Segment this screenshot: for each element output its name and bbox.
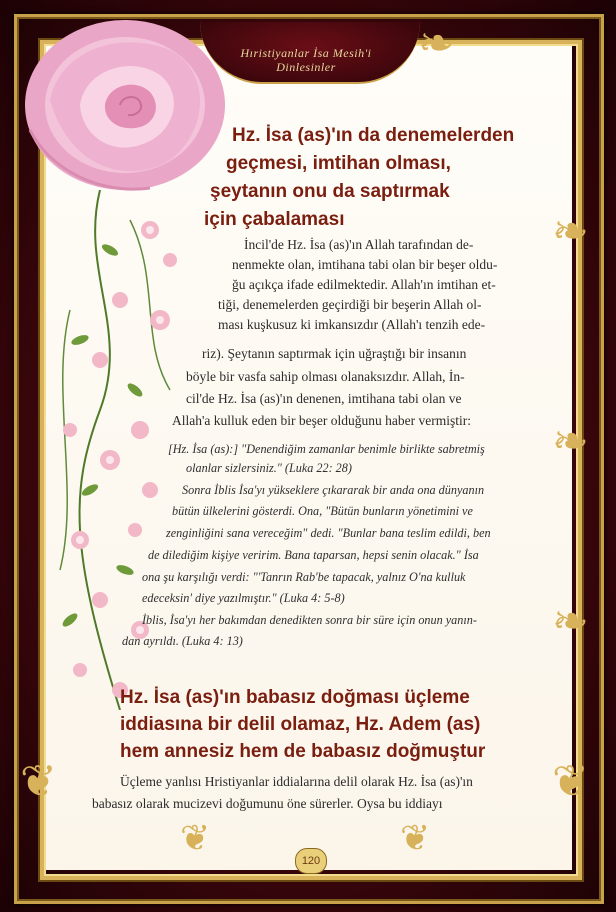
gold-scroll-ornament: ❧: [418, 19, 455, 68]
gold-scroll-ornament: ❦: [180, 818, 211, 858]
gold-scroll-ornament: ❧: [552, 597, 589, 646]
section-heading-line: geçmesi, imtihan olması,: [226, 153, 451, 174]
quote-line: Sonra İblis İsa'yı yükseklere çıkararak bir anda ona dünyanın: [182, 483, 485, 497]
section-heading-line: iddiasına bir delil olamaz, Hz. Adem (as): [120, 714, 481, 735]
body-text-line: cil'de Hz. İsa (as)'ın denenen, imtihana tabi olan ve: [186, 391, 462, 406]
body-text-line: Üçleme yanlısı Hristiyanlar iddialarına delil olarak Hz. İsa (as)'ın: [120, 774, 473, 789]
running-header: Hıristiyanlar İsa Mesih'i Dinlesinler: [240, 46, 372, 74]
quote-line: zenginliğini sana vereceğim" dedi. "Bunlar bana teslim edildi, ben: [166, 526, 491, 540]
body-text-line: İncil'de Hz. İsa (as)'ın Allah tarafından de-: [244, 237, 474, 252]
rose-image: [10, 10, 240, 200]
body-text-line: ğu açıkça ifade edilmektedir. Allah'ın imtihan et-: [232, 277, 496, 292]
section-heading-line: Hz. İsa (as)'ın babasız doğması üçleme: [120, 687, 470, 708]
body-text-line: nenmekte olan, imtihana tabi olan bir beşer oldu-: [232, 257, 498, 272]
section-heading-line: için çabalaması: [204, 209, 345, 230]
quote-line: dan ayrıldı. (Luka 4: 13): [122, 634, 243, 648]
page-number: 120: [295, 848, 327, 874]
body-text-line: tiği, denemelerden geçirdiği bir beşerin Allah ol-: [218, 297, 482, 312]
section-heading-line: hem annesiz hem de babasız doğmuştur: [120, 741, 486, 762]
gold-scroll-ornament: ❦: [20, 757, 57, 806]
body-text-line: riz). Şeytanın saptırmak için uğraştığı bir insanın: [202, 346, 467, 361]
quote-line: edeceksin' diye yazılmıştır." (Luka 4: 5-8): [142, 591, 345, 605]
gold-scroll-ornament: ❧: [552, 417, 589, 466]
body-text-line: babasız olarak mucizevi doğumunu öne sürerler. Oysa bu iddiayı: [92, 796, 443, 811]
body-text-line: ması kuşkusuz ki imkansızdır (Allah'ı tenzih ede-: [218, 317, 486, 332]
quote-line: bütün ülkelerini gösterdi. Ona, "Bütün bunların yönetimini ve: [172, 504, 473, 518]
gold-scroll-ornament: ❧: [552, 207, 589, 256]
section-heading-line: Hz. İsa (as)'ın da denemelerden: [232, 125, 515, 146]
quote-line: olanlar sizlersiniz." (Luka 22: 28): [186, 461, 352, 475]
quote-line: de dilediğim kişiye veririm. Bana taparsan, hepsi senin olacak." İsa: [148, 548, 479, 562]
body-text-line: Allah'a kulluk eden bir beşer olduğunu haber vermiştir:: [172, 413, 471, 428]
body-text-line: böyle bir vasfa sahip olması olanaksızdır. Allah, İn-: [186, 369, 465, 384]
quote-line: İblis, İsa'yı her bakımdan denedikten sonra bir süre için onun yanın-: [142, 613, 477, 627]
gold-scroll-ornament: ❦: [400, 818, 431, 858]
gold-scroll-ornament: ❦: [552, 757, 589, 806]
section-heading-line: şeytanın onu da saptırmak: [210, 181, 450, 202]
quote-line: [Hz. İsa (as):] "Denendiğim zamanlar benimle birlikte sabretmiş: [168, 442, 485, 456]
quote-line: ona şu karşılığı verdi: "'Tanrın Rab'be tapacak, yalnız O'na kulluk: [142, 570, 466, 584]
